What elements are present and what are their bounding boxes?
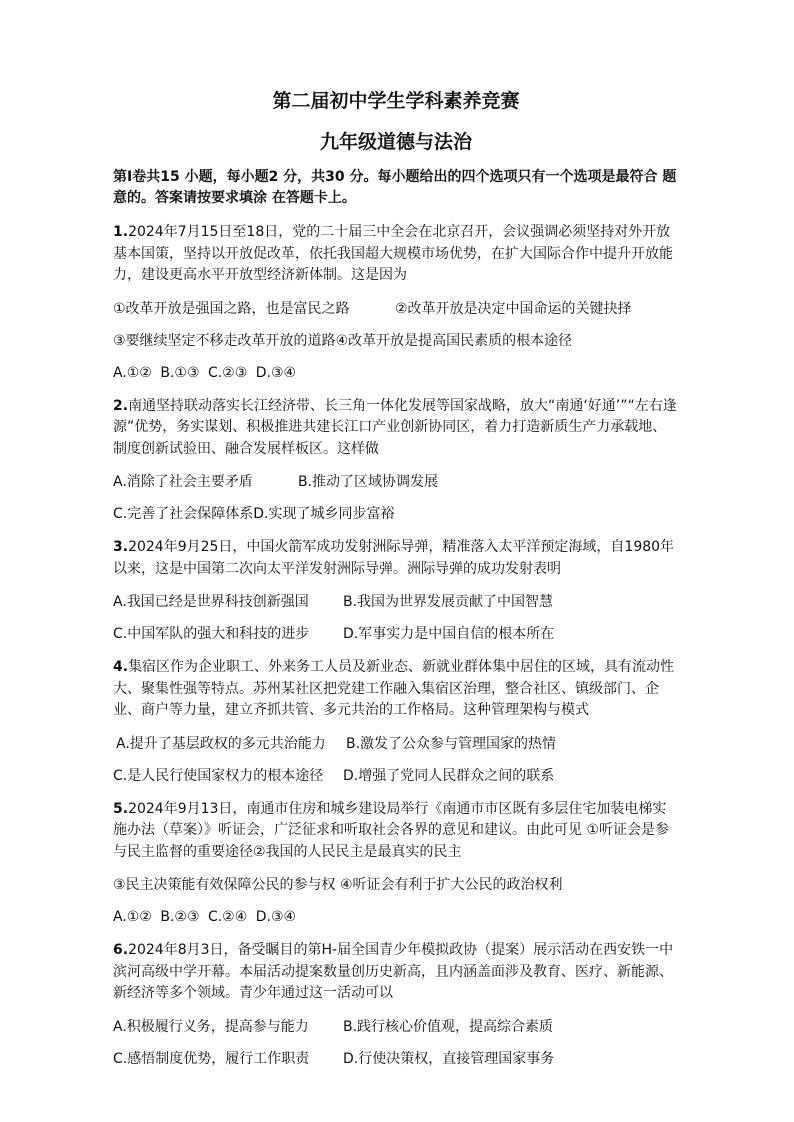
question-number: 2. xyxy=(113,397,129,414)
option-d: D.军事实力是中国自信的根本所在 xyxy=(343,626,555,642)
option-b: B.推动了区域协调发展 xyxy=(298,474,439,490)
statement-row xyxy=(113,875,679,895)
answer-choices xyxy=(113,363,679,383)
option-c: C.完善了社会保障体系 xyxy=(113,506,254,522)
choice-b: B.②③ xyxy=(160,909,200,925)
question-number: 5. xyxy=(113,800,129,817)
option-b: B.践行核心价值观，提高综合素质 xyxy=(343,1018,554,1035)
option-b: B.我国为世界发展贡献了中国智慧 xyxy=(343,594,554,610)
question-2 xyxy=(113,396,679,525)
statement-2: ②改革开放是决定中国命运的关键抉择 xyxy=(395,300,632,317)
question-number: 6. xyxy=(113,942,129,958)
option-a: A.我国已经是世界科技创新强国 xyxy=(113,594,309,610)
option-row xyxy=(113,592,679,612)
question-stem: 2024年7月15日至18日，党的二十届三中全会在北京召开，会议强调必须坚持对外开放基本国策，坚持以开放促改革，依托我国超大规模市场优势，在扩大国际合作中提升开放能力，建设更高水平开放型经济新体制。这是因为 xyxy=(113,224,673,283)
section-instructions: 第Ⅰ卷共15 小题，每小题2 分，共30 分。每小题给出的四个选项只有一个选项是最符合 题意的。答案请按要求填涂 在答题卡上。 xyxy=(113,169,677,206)
question-6 xyxy=(113,940,679,1069)
statement-row xyxy=(113,299,679,319)
statement-3: ③要继续坚定不移走改革开放的道路 xyxy=(113,332,336,349)
option-row xyxy=(113,766,679,786)
option-a: A.消除了社会主要矛盾 xyxy=(113,474,253,490)
question-stem: 南通坚持联动落实长江经济带、长三角一体化发展等国家战略，放大“南通‘好通’”“左右逢源”优势，务实谋划、积极推进共建长江口产业创新协同区，着力打造新质生产力承载地、制度创新试验田、融合发展样板区。这样做 xyxy=(113,397,677,457)
option-a: A.提升了基层政权的多元共治能力 xyxy=(116,735,326,752)
choice-d: D.③④ xyxy=(255,364,297,381)
option-a: A.积极履行义务，提高参与能力 xyxy=(113,1018,309,1035)
exam-title: 第二届初中学生学科素养竞赛 xyxy=(272,90,520,112)
option-c: C.中国军队的强大和科技的进步 xyxy=(113,626,310,642)
answer-choices xyxy=(113,907,679,927)
choice-d: D.③④ xyxy=(255,909,297,925)
question-stem: 2024年9月25日，中国火箭军成功发射洲际导弹，精准落入太平洋预定海域，自1980年以来，这是中国第二次向太平洋发射洲际导弹。洲际导弹的成功发射表明 xyxy=(113,539,675,577)
statement-4: ④改革开放是提高国民素质的根本途径 xyxy=(335,332,573,349)
choice-b: B.①③ xyxy=(160,364,200,381)
statement-3-4: ③民主决策能有效保障公民的参与权 ④听证会有利于扩大公民的政治权利 xyxy=(113,877,563,893)
choice-c: C.②④ xyxy=(207,909,248,925)
choice-a: A.①② xyxy=(113,364,152,381)
option-row xyxy=(113,1017,679,1037)
option-d: D.实现了城乡同步富裕 xyxy=(253,506,395,522)
option-row xyxy=(113,734,679,754)
option-row xyxy=(113,504,679,524)
option-row xyxy=(113,624,679,644)
question-1 xyxy=(113,222,679,383)
question-number: 1. xyxy=(113,224,129,240)
question-number: 3. xyxy=(113,539,129,555)
option-b: B.激发了公众参与管理国家的热情 xyxy=(346,735,557,752)
question-5 xyxy=(113,799,679,928)
statement-1: ①改革开放是强国之路，也是富民之路 xyxy=(113,300,350,317)
question-number: 4. xyxy=(113,659,129,675)
option-row xyxy=(113,1049,679,1069)
choice-c: C.②③ xyxy=(207,364,248,381)
question-4 xyxy=(113,657,679,786)
exam-subject: 九年级道德与法治 xyxy=(319,131,472,153)
question-stem: 2024年9月13日，南通市住房和城乡建设局举行《南通市市区既有多层住宅加装电梯实施办法（草案）》听证会，广泛征求和听取社会各界的意见和建议。由此可见 ①听证会是参与民主监督的重要途径②我国的人民民主是最真实的民主 xyxy=(113,800,669,860)
option-c: C.感悟制度优势，履行工作职责 xyxy=(113,1050,310,1067)
option-row xyxy=(113,472,679,492)
statement-row xyxy=(113,331,679,351)
option-d: D.增强了党同人民群众之间的联系 xyxy=(343,767,555,784)
question-stem: 集宿区作为企业职工、外来务工人员及新业态、新就业群体集中居住的区域，具有流动性大、聚集性强等特点。苏州某社区把党建工作融入集宿区治理，整合社区、镇级部门、企业、商户等力量，建立齐抓共管、多元共治的工作格局。这种管理架构与模式 xyxy=(113,659,675,718)
question-3 xyxy=(113,537,679,644)
option-c: C.是人民行使国家权力的根本途径 xyxy=(113,767,324,784)
question-stem: 2024年8月3日，备受瞩目的第H-届全国青少年模拟政协（提案）展示活动在西安铁一中滨河高级中学开幕。本届活动提案数量创历史新高，且内涵盖面涉及教育、医疗、新能源、新经济等多个领域。青少年通过这一活动可以 xyxy=(113,942,674,1001)
choice-a: A.①② xyxy=(113,909,152,925)
option-d: D.行使决策权，直接管理国家事务 xyxy=(343,1050,555,1067)
